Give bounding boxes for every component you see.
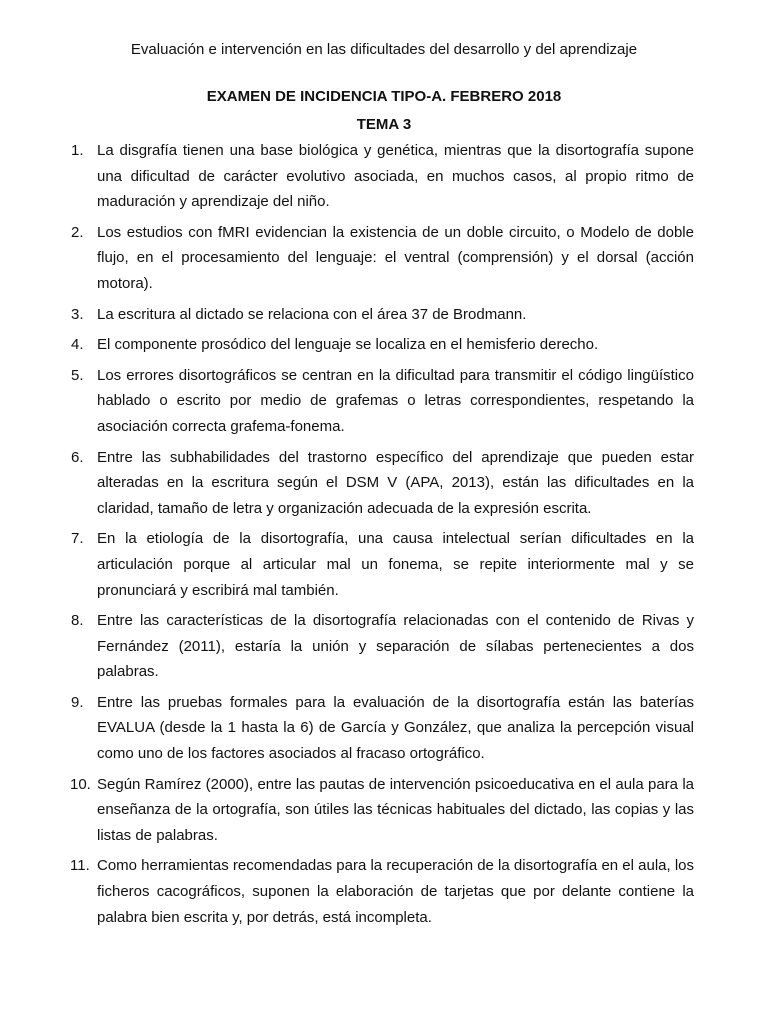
question-item xyxy=(0,302,768,328)
question-text: La disgrafía tienen una base biológica y genética, mientras que la disortografía supone una dificultad de carácter evolutivo asociada, en muchos casos, al propio ritmo de maduración y aprendizaje del niño. xyxy=(97,142,694,211)
question-number: 3. xyxy=(71,305,84,323)
question-text: La escritura al dictado se relaciona con el área 37 de Brodmann. xyxy=(97,305,527,323)
question-text: Como herramientas recomendadas para la recuperación de la disortografía en el aula, los ficheros cacográficos, suponen la elaboración de tarjetas que por delante contiene la palabra bien escrita y, por detrás, está incompleta. xyxy=(97,857,695,926)
question-number: 10. xyxy=(70,775,91,793)
question-item xyxy=(0,853,768,930)
question-list xyxy=(0,138,768,935)
question-text: Entre las pruebas formales para la evaluación de la disortografía están las baterías EVALUA (desde la 1 hasta la 6) de García y González, que analiza la percepción visual como uno de los factores asociados al fracaso ortográfico. xyxy=(97,693,694,763)
question-item xyxy=(0,690,768,767)
question-text: En la etiología de la disortografía, una causa intelectual serían dificultades en la articulación porque al articular mal un fonema, se repite interiormente mal y se pronunciará y escribirá mal también. xyxy=(97,530,694,599)
question-number: 9. xyxy=(71,693,84,711)
section-title: TEMA 3 xyxy=(356,116,412,133)
question-item xyxy=(0,138,768,215)
question-text: Los estudios con fMRI evidencian la existencia de un doble circuito, o Modelo de doble flujo, en el procesamiento del lenguaje: el ventral (comprensión) y el dorsal (acción motora). xyxy=(97,223,694,292)
question-number: 7. xyxy=(71,530,84,548)
question-number: 4. xyxy=(71,336,84,354)
question-number: 11. xyxy=(70,857,90,875)
question-item xyxy=(0,332,768,358)
question-text: Entre las características de la disortografía relacionadas con el contenido de Rivas y Fernández (2011), estaría la unión y separación de sílabas pertenecientes a dos palabras. xyxy=(97,612,694,681)
question-number: 5. xyxy=(71,366,84,384)
question-text: Según Ramírez (2000), entre las pautas de intervención psicoeducativa en el aula para la enseñanza de la ortografía, son útiles las técnicas habituales del dictado, las copias y las listas de palabras. xyxy=(97,775,694,844)
question-item xyxy=(0,220,768,297)
question-item xyxy=(0,772,768,849)
question-number: 8. xyxy=(71,612,84,630)
question-item xyxy=(0,526,768,603)
question-text: Los errores disortográficos se centran en la dificultad para transmitir el código lingüístico hablado o escrito por medio de grafemas o letras correspondientes, respetando la asociación correcta grafema-fonema. xyxy=(97,366,694,435)
question-item xyxy=(0,608,768,685)
question-text: Entre las subhabilidades del trastorno específico del aprendizaje que pueden estar alteradas en la escritura según el DSM V (APA, 2013), están las dificultades en la claridad, tamaño de letra y organización adecuada de la expresión escrita. xyxy=(97,448,694,517)
question-number: 6. xyxy=(71,448,84,466)
question-item xyxy=(0,363,768,440)
question-item xyxy=(0,445,768,522)
running-header: Evaluación e intervención en las dificultades del desarrollo y del aprendizaje xyxy=(130,41,638,58)
question-number: 2. xyxy=(71,223,84,241)
question-number: 1. xyxy=(71,142,84,159)
question-text: El componente prosódico del lenguaje se localiza en el hemisferio derecho. xyxy=(97,336,599,354)
exam-title: EXAMEN DE INCIDENCIA TIPO-A. FEBRERO 2018 xyxy=(206,88,562,105)
